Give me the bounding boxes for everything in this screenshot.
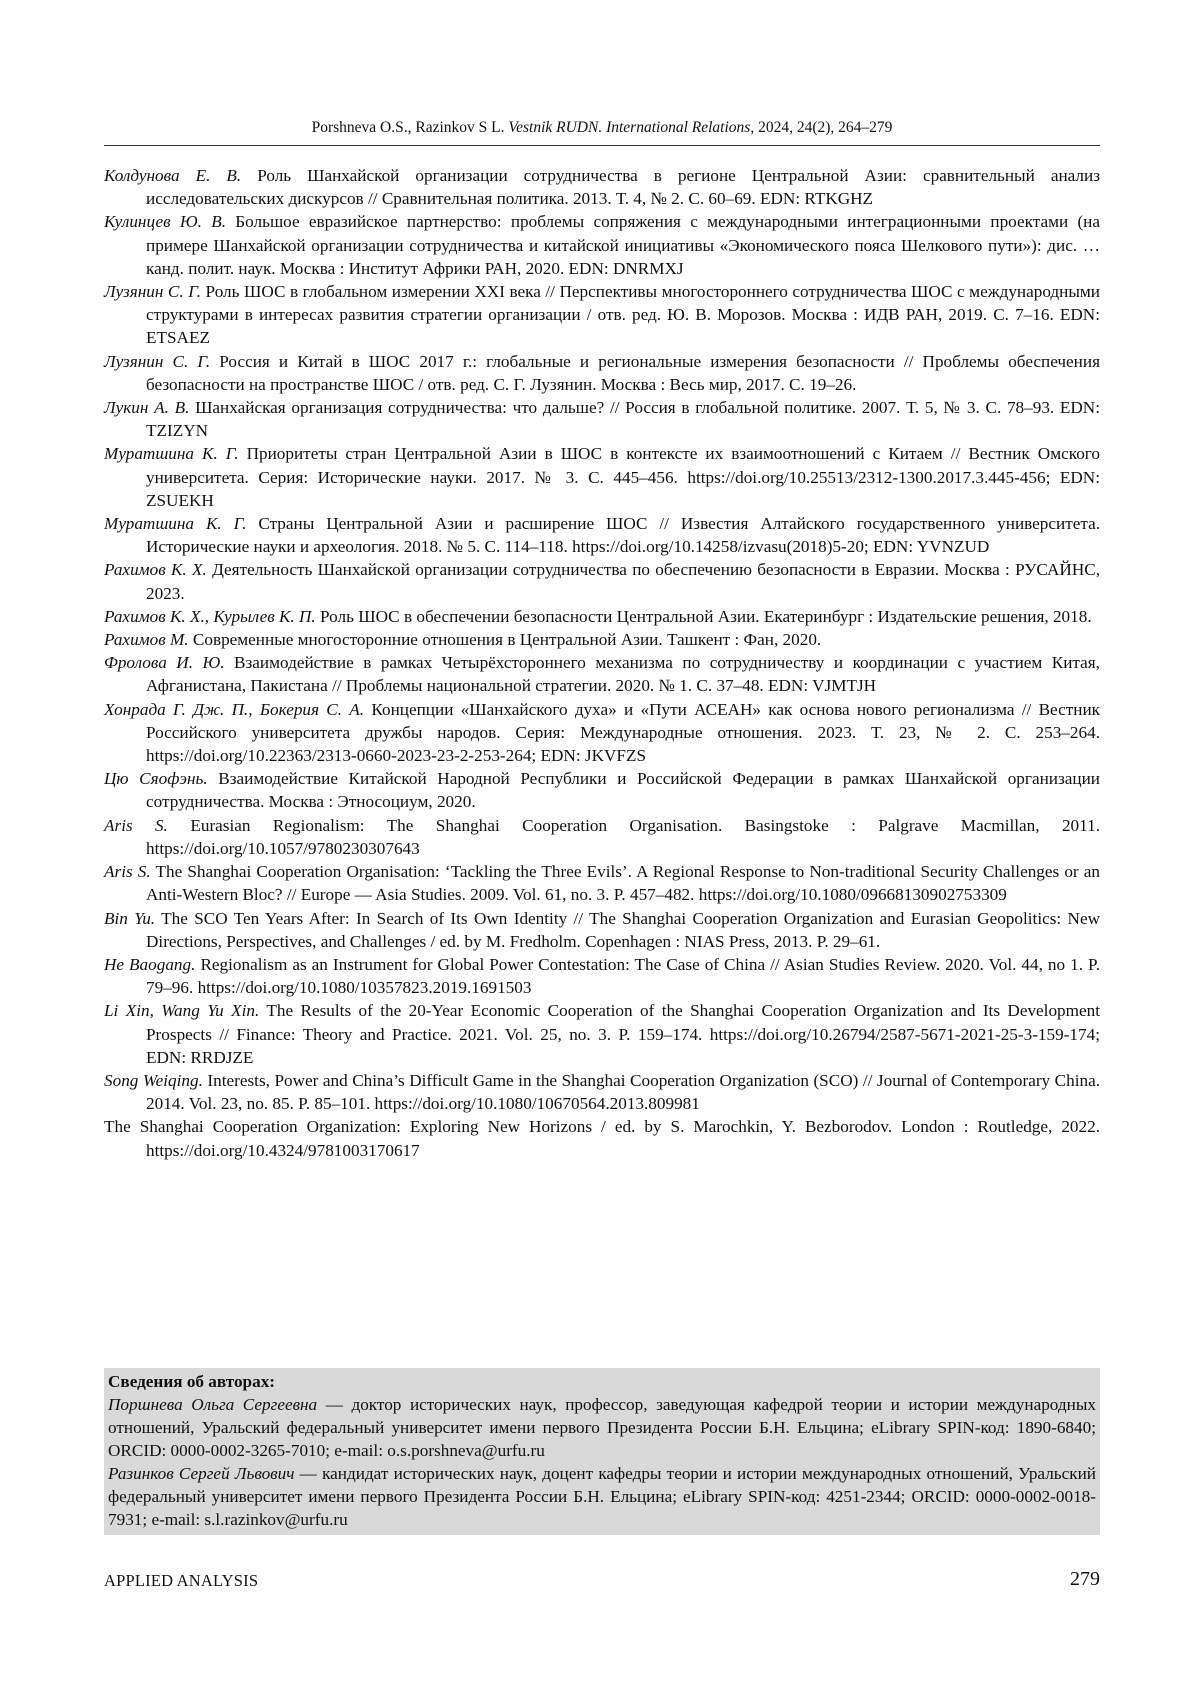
authors-info-title: Сведения об авторах: bbox=[108, 1370, 1096, 1393]
footer-section-name: APPLIED ANALYSIS bbox=[104, 1571, 258, 1591]
author-details: — кандидат исторических наук, доцент кафедры теории и истории международ­ных отношений, Уральский федеральный университет имени первого Президента России Б.Н. Ельцина; eLibrary SPIN-код: 4251-2344; ORCID: 0000-0002-0018-7931; e-mail: s.l.razinkov@urfu.ru bbox=[108, 1464, 1096, 1529]
reference-author: Кулинцев Ю. В. bbox=[104, 212, 226, 231]
reference-item bbox=[104, 860, 1100, 906]
author-entry bbox=[108, 1393, 1096, 1462]
reference-item bbox=[104, 651, 1100, 697]
running-header bbox=[104, 118, 1100, 138]
page bbox=[0, 0, 1200, 1698]
reference-text: Приоритеты стран Центральной Азии в ШОС в контексте их взаимоотношений с Китаем // Вестник Омского университета. Серия: Исторические науки. 2017. № 3. С. 445–456. https://doi.org/10.25513/2312-1300.2017.3.445-456; EDN: ZSUEKH bbox=[146, 444, 1100, 509]
reference-author: Рахимов М. bbox=[104, 630, 189, 649]
reference-author: Рахимов К. Х., Курылев К. П. bbox=[104, 607, 316, 626]
reference-author: Муратшина К. Г. bbox=[104, 514, 246, 533]
reference-author: Aris S. bbox=[104, 862, 151, 881]
reference-item bbox=[104, 953, 1100, 999]
reference-text: The Shanghai Cooperation Organisation: ‘Tackling the Three Evils’. A Regional Response to Non-traditional Security Challenges or an Anti-Western Bloc? // Europe — Asia Studies. 2009. Vol. 61, no. 3. P. 457–482. https://doi.org/10.1080/09668130902753309 bbox=[146, 862, 1100, 904]
reference-author: Рахимов К. Х. bbox=[104, 560, 207, 579]
reference-text: Шанхайская организация сотрудничества: что дальше? // Россия в глобальной политике. 2007. Т. 5, № 3. С. 78–93. EDN: TZIZYN bbox=[146, 398, 1100, 440]
reference-author: Муратшина К. Г. bbox=[104, 444, 239, 463]
header-journal: Vestnik RUDN. International Relations bbox=[508, 119, 750, 136]
reference-author: Цю Сяофэнь. bbox=[104, 769, 208, 788]
page-number: 279 bbox=[1070, 1567, 1100, 1591]
reference-text: The Shanghai Cooperation Organization: Exploring New Horizons / ed. by S. Marochkin, Y. Bezborodov. London : Routledge, 2022. https://doi.org/10.4324/9781003170617 bbox=[104, 1117, 1100, 1159]
reference-text: Роль Шанхайской организации сотрудничества в регионе Центральной Азии: сравнитель­ный анализ исследовательских дискурсов // Сравнительная политика. 2013. Т. 4, № 2. С. 60–69. EDN: RTKGHZ bbox=[146, 166, 1100, 208]
authors-info-box bbox=[104, 1368, 1100, 1535]
author-name: Разинков Сергей Львович bbox=[108, 1464, 294, 1483]
reference-item bbox=[104, 628, 1100, 651]
reference-item bbox=[104, 164, 1100, 210]
reference-item bbox=[104, 999, 1100, 1069]
reference-item bbox=[104, 350, 1100, 396]
header-rule bbox=[104, 145, 1100, 146]
reference-item bbox=[104, 280, 1100, 350]
reference-item bbox=[104, 1069, 1100, 1115]
reference-item bbox=[104, 814, 1100, 860]
reference-author: Bin Yu. bbox=[104, 909, 155, 928]
reference-text: Деятельность Шанхайской организации сотрудничества по обеспечению безопасности в Евразии. Москва : РУСАЙНС, 2023. bbox=[146, 560, 1100, 602]
reference-text: Россия и Китай в ШОС 2017 г.: глобальные и региональные измерения безопасности // Проблемы обеспечения безопасности на пространстве ШОС / отв. ред. С. Г. Лузянин. Москва : Весь мир, 2017. С. 19–26. bbox=[146, 352, 1100, 394]
reference-item bbox=[104, 605, 1100, 628]
reference-text: Interests, Power and China’s Difficult Game in the Shanghai Cooperation Organization (SCO) // Journal of Contemporary China. 2014. Vol. 23, no. 85. P. 85–101. https://doi.org/10.1080/10670564.2013.809981 bbox=[146, 1071, 1100, 1113]
reference-text: Концепции «Шанхайского духа» и «Пути АСЕАН» как основа нового ре­гионализма // Вестник Российского университета дружбы народов. Серия: Международные отношения. 2023. Т. 23, № 2. С. 253–264. https://doi.org/10.22363/2313-0660-2023-23-2-253-264; EDN: JKVFZS bbox=[146, 700, 1100, 765]
reference-item bbox=[104, 698, 1100, 768]
reference-text: Взаимодействие в рамках Четырёхстороннего механизма по сотрудничеству и координации с участием Китая, Афганистана, Пакистана // Проблемы национальной стратегии. 2020. № 1. С. 37–48. EDN: VJMTJH bbox=[146, 653, 1100, 695]
reference-author: Хонрада Г. Дж. П., Бокерия С. А. bbox=[104, 700, 364, 719]
reference-text: Eurasian Regionalism: The Shanghai Cooperation Organisation. Basingstoke : Palgrave Macmillan, 2011. https://doi.org/10.1057/9780230307643 bbox=[146, 816, 1100, 858]
reference-item bbox=[104, 1115, 1100, 1161]
reference-item bbox=[104, 512, 1100, 558]
reference-text: Regionalism as an Instrument for Global Power Contestation: The Case of China // Asian Studies Review. 2020. Vol. 44, no 1. P. 79–96. https://doi.org/10.1080/10357823.2019.1691503 bbox=[146, 955, 1100, 997]
reference-author: Лукин А. В. bbox=[104, 398, 189, 417]
reference-item bbox=[104, 558, 1100, 604]
reference-item bbox=[104, 442, 1100, 512]
author-details: — доктор исторических наук, профессор, заведующая кафедрой теории и исто­рии международных отношений, Уральский федеральный университет имени первого Президента России Б.Н. Ельцина; eLibrary SPIN-код: 1890-6840; ORCID: 0000-0002-3265-7010; e-mail: o.s.porshneva@urfu.ru bbox=[108, 1395, 1096, 1460]
reference-text: The Results of the 20-Year Economic Cooperation of the Shanghai Cooperation Organization and Its Development Prospects // Finance: Theory and Practice. 2021. Vol. 25, no. 3. P. 159–174. https://doi.org/10.26794/2587-5671-2021-25-3-159-174; EDN: RRDJZE bbox=[146, 1001, 1100, 1066]
reference-text: Роль ШОС в глобальном измерении XXI века // Перспективы многостороннего сотрудниче­ства ШОС с международными структурами в интересах развития стратегии организации / отв. ред. Ю. В. Морозов. Москва : ИДВ РАН, 2019. С. 7–16. EDN: ETSAEZ bbox=[146, 282, 1100, 347]
reference-author: Song Weiqing. bbox=[104, 1071, 203, 1090]
reference-text: Страны Центральной Азии и расширение ШОС // Известия Алтайского государственного университета. Исторические науки и археология. 2018. № 5. С. 114–118. https://doi.org/10.14258/izvasu(2018)5-20; EDN: YVNZUD bbox=[146, 514, 1100, 556]
reference-text: The SCO Ten Years After: In Search of Its Own Identity // The Shanghai Cooperation Organization and Eurasian Geopolitics: New Directions, Perspectives, and Challenges / ed. by M. Fredholm. Copenhagen : NIAS Press, 2013. P. 29–61. bbox=[146, 909, 1100, 951]
reference-item bbox=[104, 396, 1100, 442]
reference-item bbox=[104, 907, 1100, 953]
reference-author: Лузянин С. Г. bbox=[104, 282, 201, 301]
reference-text: Взаимодействие Китайской Народной Республики и Российской Федерации в рамках Шанхай­ской организации сотрудничества. Москва : Этносоциум, 2020. bbox=[146, 769, 1100, 811]
reference-item bbox=[104, 767, 1100, 813]
header-details: , 2024, 24(2), 264–279 bbox=[750, 119, 892, 136]
reference-text: Современные многосторонние отношения в Центральной Азии. Ташкент : Фан, 2020. bbox=[189, 630, 822, 649]
reference-author: Фролова И. Ю. bbox=[104, 653, 225, 672]
reference-item bbox=[104, 210, 1100, 280]
reference-author: Aris S. bbox=[104, 816, 168, 835]
header-authors: Porshneva O.S., Razinkov S L. bbox=[312, 119, 509, 136]
author-entry bbox=[108, 1462, 1096, 1531]
author-name: Поршнева Ольга Сергеевна bbox=[108, 1395, 317, 1414]
reference-author: He Baogang. bbox=[104, 955, 195, 974]
reference-text: Большое евразийское партнерство: проблемы сопряжения с международными интеграцион­ными проектами (на примере Шанхайской организации сотрудничества и китайской инициативы «Эко­номического пояса Шелкового пути»): дис. … канд. полит. наук. Москва : Институт Африки РАН, 2020. EDN: DNRMXJ bbox=[146, 212, 1100, 277]
reference-author: Колдунова Е. В. bbox=[104, 166, 241, 185]
reference-text: Роль ШОС в обеспечении безопасности Центральной Азии. Екатеринбург : Издательские решения, 2018. bbox=[316, 607, 1092, 626]
reference-author: Лузянин С. Г. bbox=[104, 352, 210, 371]
references-list bbox=[104, 164, 1100, 1162]
reference-author: Li Xin, Wang Yu Xin. bbox=[104, 1001, 259, 1020]
